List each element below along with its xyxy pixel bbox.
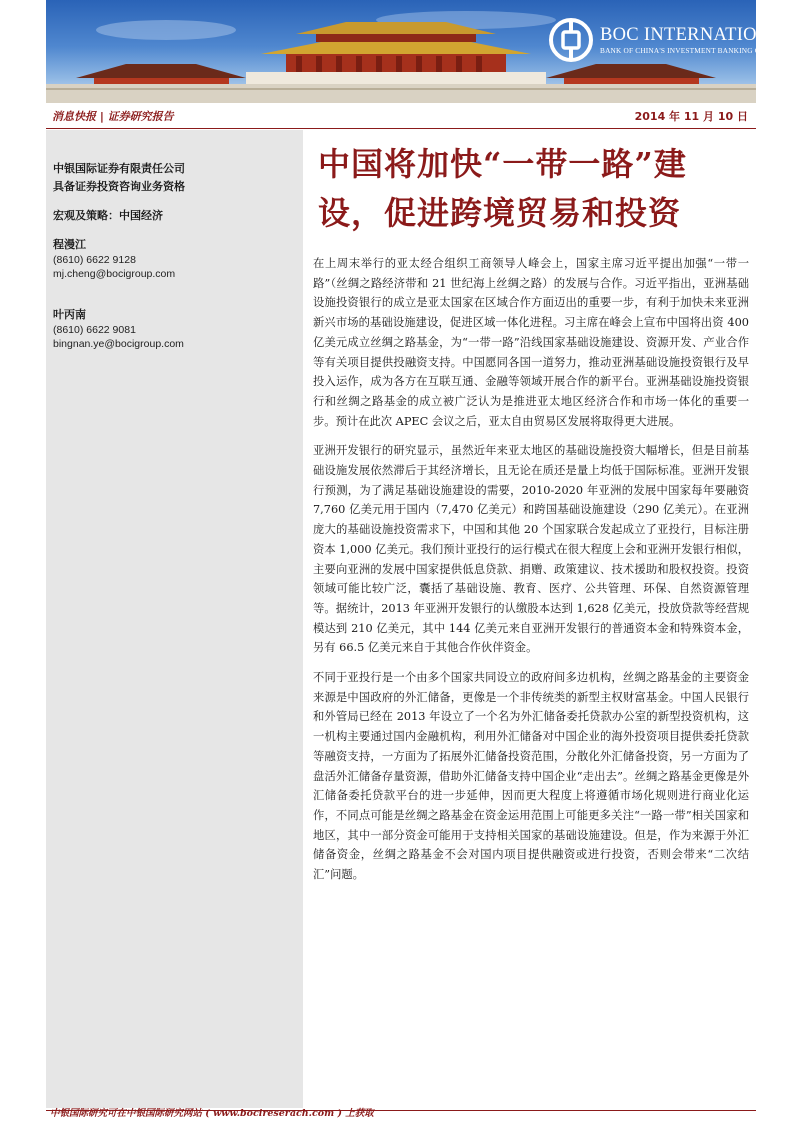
report-category: 消息快报 | 证券研究报告: [52, 110, 174, 123]
sidebar: [46, 130, 303, 1108]
analyst-name: 叶丙南: [53, 308, 86, 321]
analyst-phone: (8610) 6622 9081: [53, 324, 136, 336]
footer-note[interactable]: 中银国际研究可在中银国际研究网站 ( www.bocireserach.com ) 上获取: [50, 1108, 374, 1119]
brand-name: BOC INTERNATIONAL: [600, 25, 796, 45]
analyst-email[interactable]: bingnan.ye@bocigroup.com: [53, 338, 184, 350]
brand-tagline: BANK OF CHINA'S INVESTMENT BANKING GROUP: [600, 46, 781, 55]
report-title: 中国将加快“一带一路”建设，促进跨境贸易和投资: [318, 145, 687, 232]
report-body: [313, 254, 749, 895]
report-header: [46, 104, 756, 129]
page-footer: [46, 1108, 756, 1119]
boci-logo: [549, 18, 796, 62]
sector: 宏观及策略：中国经济: [53, 209, 163, 222]
header-banner: [46, 0, 796, 103]
boc-logo-icon: [549, 18, 593, 62]
analyst-phone: (8610) 6622 9128: [53, 254, 136, 266]
qualification: 具备证券投资咨询业务资格: [53, 180, 185, 193]
analyst-name: 程漫江: [53, 238, 86, 251]
body-paragraph: 亚洲开发银行的研究显示，虽然近年来亚太地区的基础设施投资大幅增长，但是目前基础设施发展依然滞后于其经济增长，且无论在质还是量上均低于国际标准。亚洲开发银行预测，为了满足基础设施建设的需要，2010-2020 年亚洲的发展中国家每年要融资 7,760 亿美元用于国内（7,470 亿美元）和跨国基础设施建设（290 亿美元）。在亚洲庞大的基础设施投资需求下，中国和其他 20 个国家联合发起成立了亚投行，目标注册资本 1,000 亿美元。我们预计亚投行的运行模式在很大程度上会和亚洲开发银行相似，主要向亚洲的发展中国家提供低息贷款、捐赠、政策建议、技术援助和股权投资。投资领域可能比较广泛，囊括了基础设施、教育、医疗、公共管理、环保、自然资源管理等。据统计，2013 年亚洲开发银行的认缴股本达到 1,628 亿美元，投放贷款等经营规模达到 210 亿美元，其中 144 亿美元来自亚洲开发银行的普通资本金和特殊资本金，另有 66.5 亿美元来自于其他合作伙伴资金。: [313, 444, 749, 655]
company-name: 中银国际证券有限责任公司: [53, 162, 185, 175]
body-paragraph: 在上周末举行的亚太经合组织工商领导人峰会上，国家主席习近平提出加强“一带一路”（丝绸之路经济带和 21 世纪海上丝绸之路）的发展与合作。习近平指出，亚洲基础设施投资银行的成立是亚太国家在区域合作方面迈出的重要一步，有利于加快未来亚洲新兴市场的基础设施建设，促进区域一体化进程。习主席在峰会上宣布中国将出资 400 亿美元成立丝绸之路基金，为“一带一路”沿线国家基础设施建设、资源开发、产业合作等有关项目提供投融资支持。中国愿同各国一道努力，推动亚洲基础设施投资银行及早投入运作，成为各方在互联互通、金融等领域开展合作的新平台。亚洲基础设施投资银行和丝绸之路基金的成立被广泛认为是推进亚太地区经济合作和市场一体化的重要一步。预计在此次 APEC 会议之后，亚太自由贸易区发展将取得更大进展。: [313, 257, 749, 428]
body-paragraph: 不同于亚投行是一个由多个国家共同设立的政府间多边机构，丝绸之路基金的主要资金来源是中国政府的外汇储备，更像是一个非传统类的新型主权财富基金。中国人民银行和外管局已经在 2013 年设立了一个名为外汇储备委托贷款办公室的新型投资机构，这一机构主要通过国内金融机构，利用外汇储备对中国企业的海外投资项目提供委托贷款等融资支持，一方面为了拓展外汇储备投资范围，分散化外汇储备投资，另一方面为了盘活外汇储备存量资源，借助外汇储备支持中国企业“走出去”。丝绸之路基金更像是外汇储备委托贷款平台的进一步延伸，因而更大程度上将遵循市场化规则进行商业化运作，不同点可能是丝绸之路基金在资金运用范围上可能更多关注“一路一带”相关国家和地区，其中一部分资金可能用于支持相关国家的基础设施建设。但是，作为来源于外汇储备资金，丝绸之路基金不会对国内项目提供融资或进行投资，否则会带来“二次结汇”问题。: [313, 671, 749, 882]
report-date: 2014 年 11 月 10 日: [634, 110, 748, 123]
analyst-email[interactable]: mj.cheng@bocigroup.com: [53, 268, 176, 280]
